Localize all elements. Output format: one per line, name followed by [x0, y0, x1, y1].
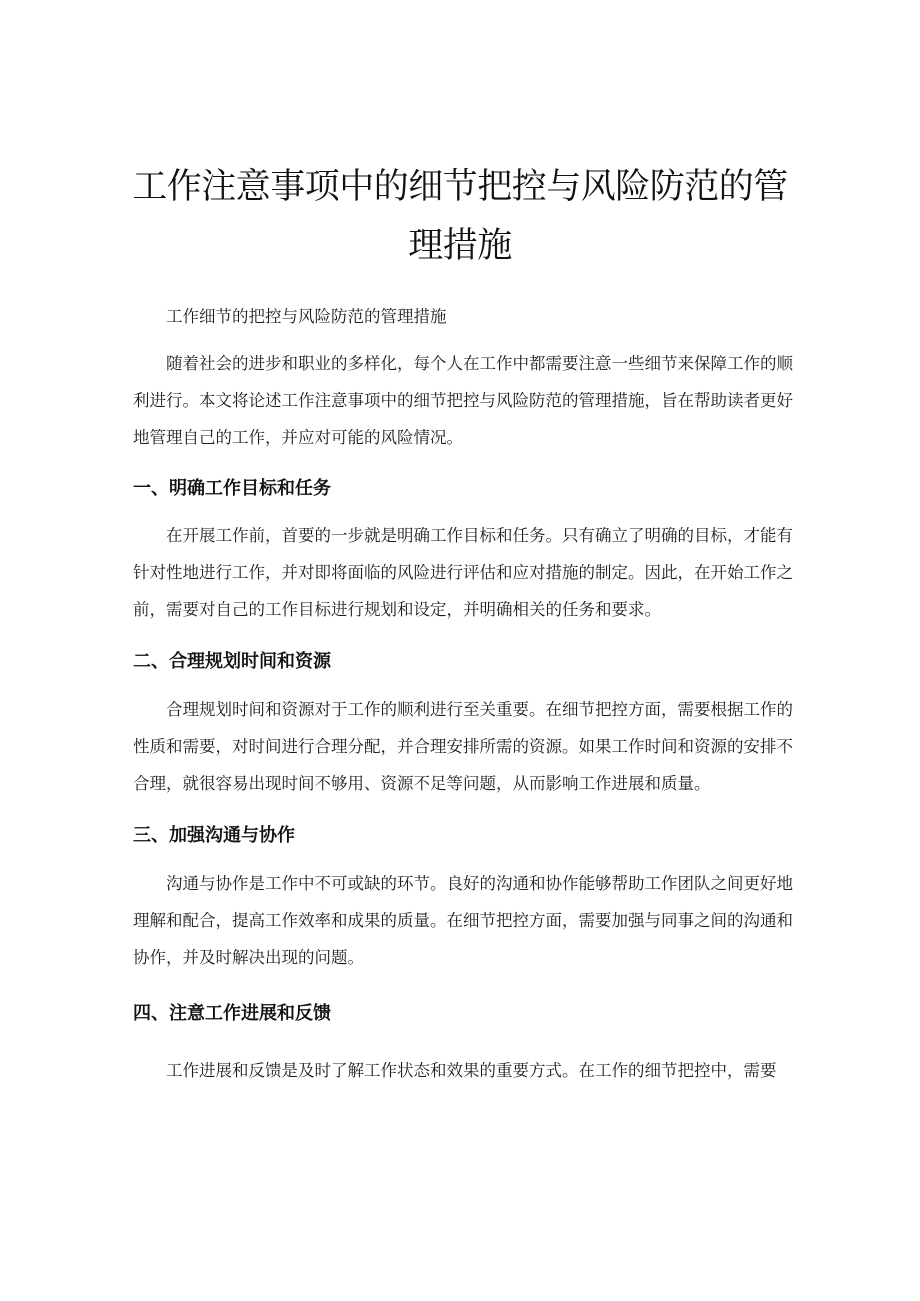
section-heading-1: 一、明确工作目标和任务	[133, 478, 331, 499]
section-heading-3: 三、加强沟通与协作	[133, 825, 295, 846]
section-paragraph-1: 在开展工作前，首要的一步就是明确工作目标和任务。只有确立了明确的目标，才能有针对性地进行工作，并对即将面临的风险进行评估和应对措施的制定。因此，在开始工作之前，需要对自己的工作目标进行规划和设定，并明确相关的任务和要求。	[133, 526, 793, 619]
section-paragraph-3: 沟通与协作是工作中不可或缺的环节。良好的沟通和协作能够帮助工作团队之间更好地理解和配合，提高工作效率和成果的质量。在细节把控方面，需要加强与同事之间的沟通和协作，并及时解决出现的问题。	[133, 874, 793, 967]
document-subtitle: 工作细节的把控与风险防范的管理措施	[166, 307, 447, 326]
section-paragraph-2: 合理规划时间和资源对于工作的顺利进行至关重要。在细节把控方面，需要根据工作的性质和需要，对时间进行合理分配，并合理安排所需的资源。如果工作时间和资源的安排不合理，就很容易出现时间不够用、资源不足等问题，从而影响工作进展和质量。	[133, 700, 793, 793]
section-heading-4: 四、注意工作进展和反馈	[133, 1003, 331, 1024]
section-heading-2: 二、合理规划时间和资源	[133, 651, 331, 672]
intro-paragraph: 随着社会的进步和职业的多样化，每个人在工作中都需要注意一些细节来保障工作的顺利进行。本文将论述工作注意事项中的细节把控与风险防范的管理措施，旨在帮助读者更好地管理自己的工作，并应对可能的风险情况。	[133, 354, 793, 447]
document-title: 工作注意事项中的细节把控与风险防范的管理措施	[132, 167, 788, 266]
section-paragraph-4: 工作进展和反馈是及时了解工作状态和效果的重要方式。在工作的细节把控中，需要	[166, 1061, 777, 1080]
